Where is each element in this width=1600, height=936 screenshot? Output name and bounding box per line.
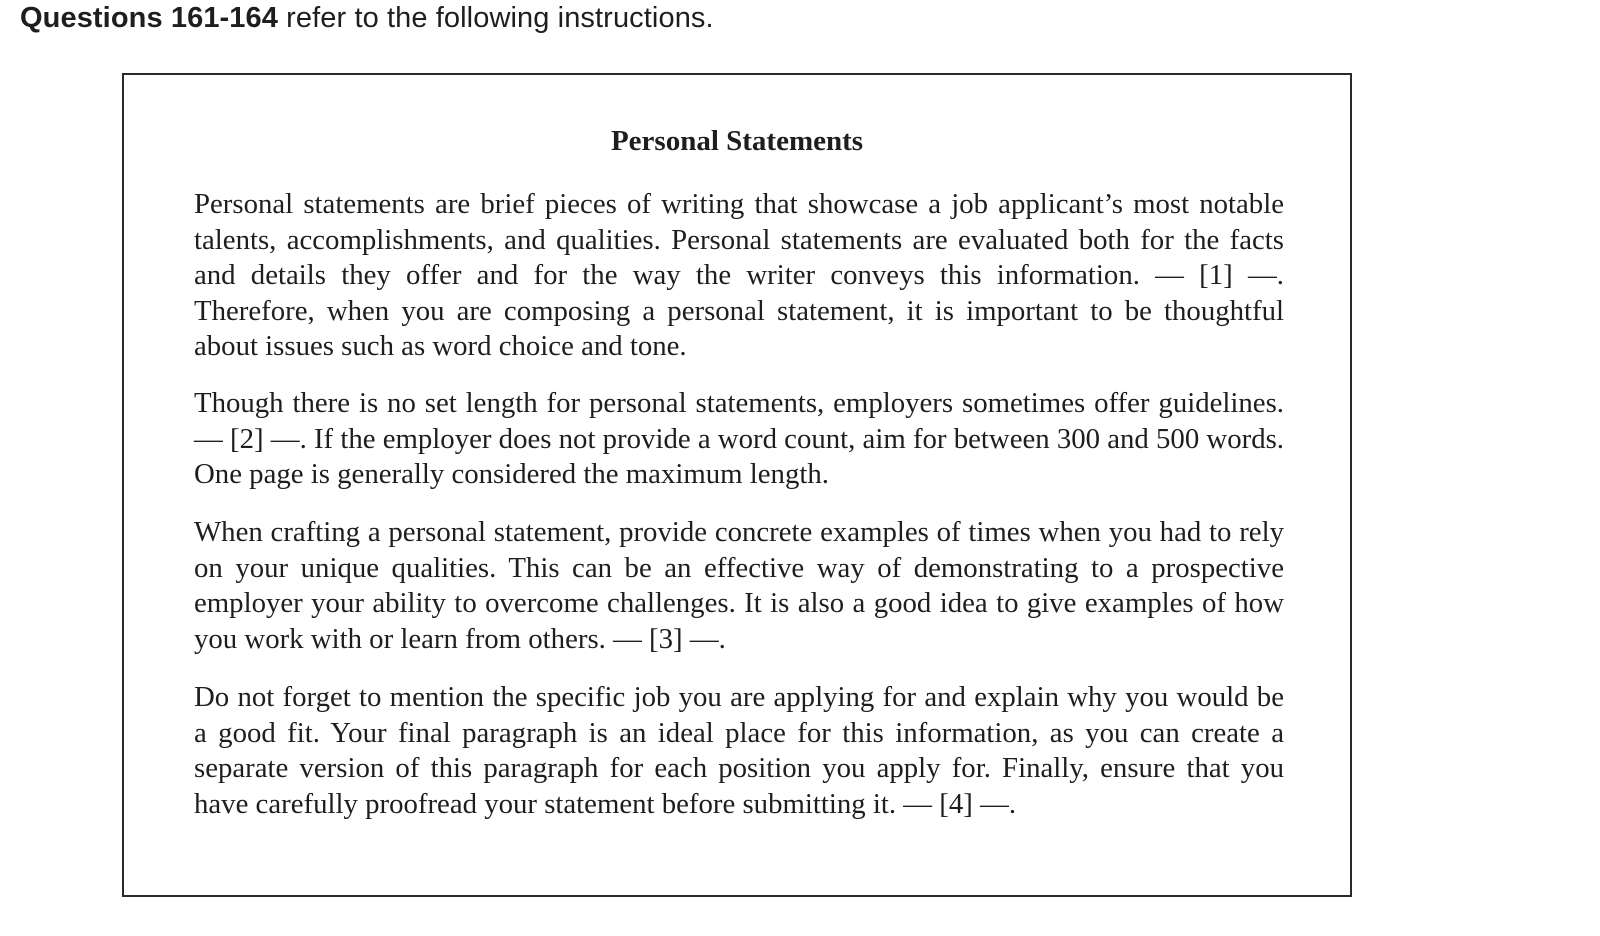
paragraph-1: Personal statements are brief pieces of writing that showcase a job applicant’s most notable talents, accomplishments, and qualities. Personal statements are evaluated both for the facts and details they offer and for the way the writer conveys this information. — [1] —. Therefore, when you are composing a personal statement, it is important to be thoughtful about issues such as word choice and tone. — [194, 188, 1284, 362]
paragraph-3: When crafting a personal statement, provide concrete examples of times when you had to rely on your unique qualities. This can be an effective way of demonstrating to a prospective employer your ability to overcome challenges. It is also a good idea to give examples of how you work with or learn from others. — [3] —. — [194, 516, 1284, 655]
question-instruction: refer to the following instructions. — [278, 2, 714, 34]
question-range: Questions 161-164 — [20, 2, 278, 34]
instructions-box — [122, 73, 1352, 897]
document-title: Personal Statements — [610, 125, 864, 157]
paragraph-4: Do not forget to mention the specific job you are applying for and explain why you would be a good fit. Your final paragraph is an ideal place for this information, as you can create a separate version of this paragraph for each position you apply for. Finally, ensure that you have carefully proofread your statement before submitting it. — [4] —. — [194, 681, 1284, 820]
paragraph-2: Though there is no set length for personal statements, employers sometimes offer guidelines. — [2] —. If the employer does not provide a word count, aim for between 300 and 500 words. One page is generally considered the maximum length. — [194, 387, 1285, 490]
question-header — [20, 2, 714, 35]
